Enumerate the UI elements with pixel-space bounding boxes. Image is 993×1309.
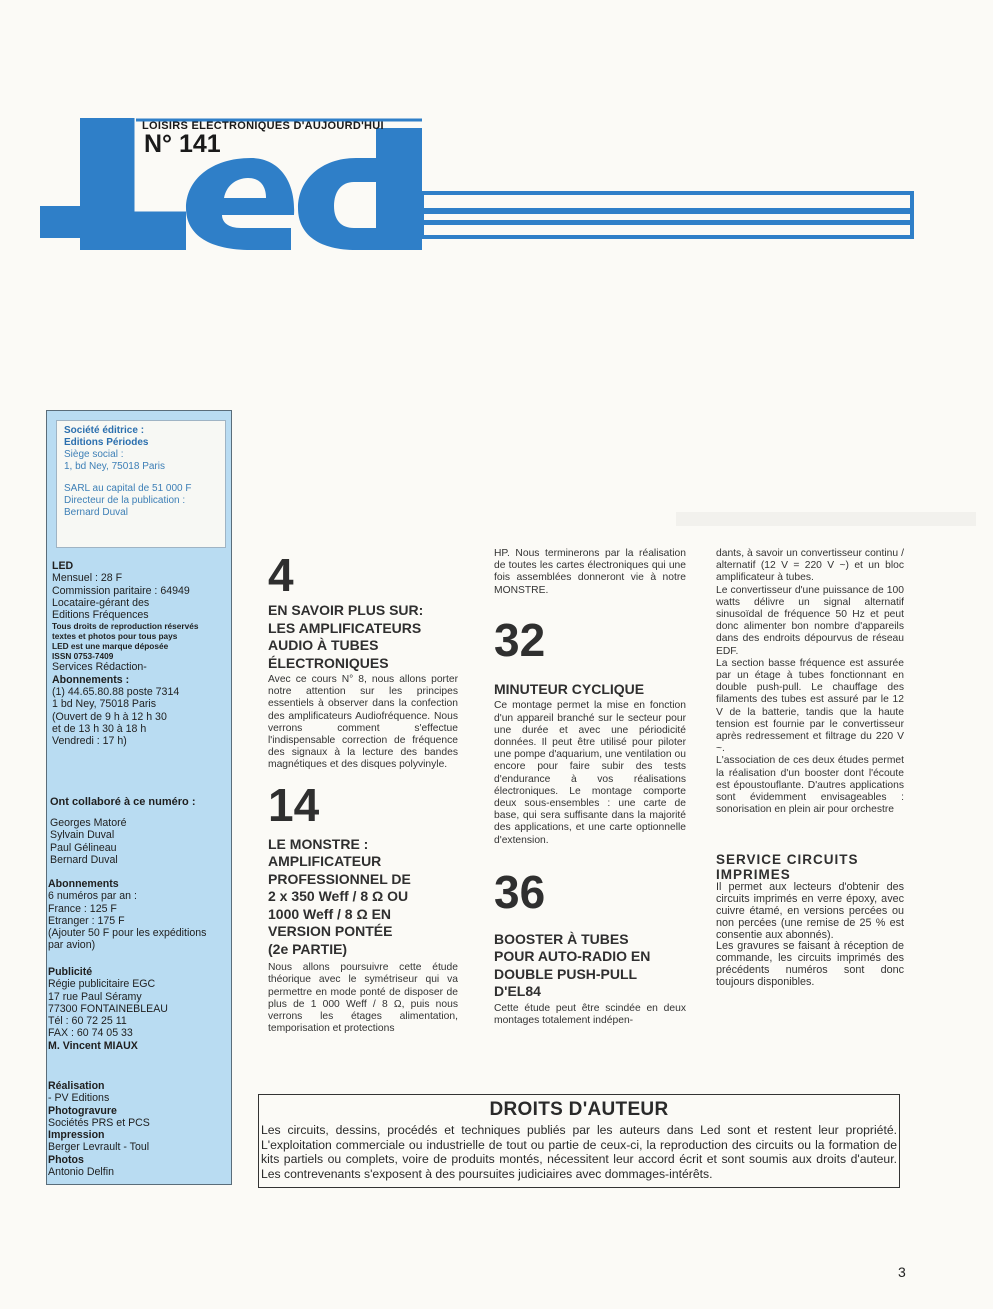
collab-name: Georges Matoré [50,817,127,829]
article-page-number: 14 [268,778,320,831]
publisher-line: SARL au capital de 51 000 F [64,483,192,494]
article-title [268,602,458,672]
title-line: VERSION PONTÉE [268,923,393,940]
title-line: D'EL84 [494,983,541,1000]
title-line: PROFESSIONNEL DE [268,870,411,887]
led-line: Mensuel : 28 F [52,572,123,585]
publisher-line: Siège social : [64,449,124,460]
publicite-title: Publicité [48,966,93,978]
abonnements-line: par avion) [48,939,96,952]
led-line: Editions Fréquences [52,609,149,622]
led-line: Abonnements : [52,673,130,686]
article-page-number: 4 [268,549,294,601]
title-line: ÉLECTRONIQUES [268,654,389,671]
led-title: LED [52,560,74,572]
publisher-label: Société éditrice : [64,425,145,436]
collab-name: Sylvain Duval [50,829,115,842]
publicite-block [48,966,168,1052]
article-body-continued: L'association de ces deux études permet la réalisation d'un booster dont l'écoute est époustouflante. D'autres applications sont évidemment envisageables : sonorisation en plein air pour orchestre [716,755,904,816]
title-line: LES AMPLIFICATEURS [268,619,422,636]
publicite-contact: M. Vincent MIAUX [48,1039,138,1052]
collab-block [50,796,195,808]
title-line: (2e PARTIE) [268,940,348,957]
led-small: LED est une marque déposée [52,641,169,652]
led-line: Commission paritaire : 64949 [52,584,190,597]
collab-title: Ont collaboré à ce numéro : [50,796,196,808]
article-page-number: 32 [494,613,546,666]
service-title [716,852,904,882]
publicite-line: 17 rue Paul Séramy [48,990,142,1003]
column-3 [716,548,904,989]
title-line: 2 x 350 Weff / 8 Ω OU [268,888,409,905]
article-title [494,931,686,1001]
realisation-line: Berger Levrault - Toul [48,1141,150,1154]
column-1 [268,549,458,1035]
led-line: Locataire-gérant des [52,596,150,609]
publisher-name: Editions Périodes [64,437,149,448]
article-title [494,681,686,699]
article-body-continued: Le convertisseur d'une puissance de 100 watts délivre un signal alternatif sinusoïdal de fréquence 50 Hz et peut donc alimenter bon nombre d'appareils dans des endroits dépourvus de réseau EDF. [716,584,904,657]
faint-bleed-through [676,512,976,526]
abonnements-title: Abonnements [48,878,119,890]
collab-name: Paul Gélineau [50,841,117,854]
led-line: et de 13 h 30 à 18 h [52,722,147,735]
title-line: POUR AUTO-RADIO EN [494,948,651,965]
abonnements-block [48,878,206,952]
title-line: EN SAVOIR PLUS SUR: [268,602,424,618]
publicite-line: 77300 FONTAINEBLEAU [48,1002,168,1015]
publisher-line: 1, bd Ney, 75018 Paris [64,461,165,472]
realisation-line: Sociétés PRS et PCS [48,1116,150,1129]
article-body: Cette étude peut être scindée en deux montages totalement indépen- [494,1002,686,1026]
impression-title: Impression [48,1129,105,1142]
led-small: ISSN 0753-7409 [52,651,114,662]
tagline: LOISIRS ELECTRONIQUES D'AUJOURD'HUI [142,120,384,132]
title-line: MINUTEUR CYCLIQUE [494,680,645,697]
realisation-line: - PV Editions [48,1092,110,1105]
publisher-line: Directeur de la publication : [64,495,186,506]
title-line: DOUBLE PUSH-PULL [494,965,638,982]
abonnements-line: France : 125 F [48,902,117,915]
copyright-text: Les circuits, dessins, procédés et techniques publiés par les auteurs dans Led sont et restent leur propriété. L'exploitation commerciale ou industrielle de tout ou partie de ceux-ci, la reproduction des circuits ou la formation de kits partiels ou complets, voire de produits montés, nécessitent leur accord écrit et sont soumis aux droits d'auteur. Les contrevenants s'exposent à des poursuites judiciaires avec dommages-intérêts. [261,1123,897,1181]
publicite-line: Régie publicitaire EGC [48,978,156,991]
article-body: Nous allons poursuivre cette étude théorique avec le symétriseur qui va permettre en mode ponté de disposer de plus de 1 000 Weff / 8 Ω, puis nous verrons les étages alimentation, temporisation et protections [268,962,458,1035]
title-line: SERVICE CIRCUITS [716,852,859,868]
title-line: LE MONSTRE : [268,835,369,852]
publicite-line: Tél : 60 72 25 11 [48,1015,127,1028]
publisher-line: Bernard Duval [64,507,128,518]
title-line: BOOSTER À TUBES [494,930,629,947]
realisation-title: Réalisation [48,1080,105,1092]
service-body: Il permet aux lecteurs d'obtenir des circuits imprimés en verre époxy, avec cuivre étamé, en versions percées ou non percées (une remise de 25 % est consentie aux abonnés). [716,881,904,941]
copyright-box [258,1094,900,1188]
article-title [268,836,458,959]
column-2 [494,548,686,1027]
led-small: textes et photos pour tous pays [52,631,178,642]
copyright-title: DROITS D'AUTEUR [489,1099,669,1120]
realisation-block [48,1080,150,1178]
led-block [52,560,198,748]
abonnements-line: 6 numéros par an : [48,890,137,903]
title-line: 1000 Weff / 8 Ω EN [268,905,392,922]
title-line: AUDIO À TUBES [268,637,379,653]
publicite-line: FAX : 60 74 05 33 [48,1027,133,1040]
abonnements-line: Etranger : 175 F [48,914,125,927]
article-body-continued: La section basse fréquence est assurée par un étage à tubes fonctionnant en double push-pull. Le chauffage des filaments des tubes est assuré par le 12 V de la batterie, tandis que la haute tension est fournie par le convertisseur après redressement et filtrage du 220 V ~. [716,657,904,755]
led-line: (Ouvert de 9 h à 12 h 30 [52,710,167,723]
led-line: Vendredi : 17 h) [52,735,127,748]
service-body: Les gravures se faisant à réception de commande, les circuits imprimés des précédents numéros sont donc toujours disponibles. [716,940,904,988]
page-number: 3 [898,1264,906,1280]
article-body: Avec ce cours N° 8, nous allons porter notre attention sur les principes essentiels à observer dans la confection des amplificateurs Audiofréquence. Nous verrons comment s'effectue l'indispensable correction de fréquence des signaux à la lecture des bandes magnétiques et des disques polyvinyle. [268,674,458,771]
abonnements-line: (Ajouter 50 F pour les expéditions [48,927,207,940]
article-body: Ce montage permet la mise en fonction d'un appareil branché sur le secteur pour une durée et avec une périodicité données. Il peut être utilisé pour piloter une pompe d'aquarium, une ventilation ou encore pour faire subir des tests d'endurance à vos réalisations électroniques. Le montage comporte deux sous-ensembles : une carte de base, qui sera suffisante dans la majorité des applications, et une carte optionnelle d'extension. [494,700,686,846]
article-page-number: 36 [494,865,546,918]
led-line: (1) 44.65.80.88 poste 7314 [52,686,180,699]
article-body-continued: HP. Nous terminerons par la réalisation de toutes les cartes électroniques qui une fois assemblées donneront vie à notre MONSTRE. [494,548,686,596]
led-line: 1 bd Ney, 75018 Paris [52,698,157,711]
title-line: AMPLIFICATEUR [268,853,382,870]
collab-name: Bernard Duval [50,853,118,866]
issue-number: N° 141 [144,130,221,158]
publisher-card [56,420,226,548]
led-line: Services Rédaction- [52,661,147,674]
article-body-continued: dants, à savoir un convertisseur continu / alternatif (12 V = 220 V ~) et un bloc amplificateur à tubes. [716,548,904,584]
led-small: Tous droits de reproduction réservés [52,621,199,632]
collab-names [50,817,127,866]
photogravure-title: Photogravure [48,1104,117,1117]
photos-title: Photos [48,1153,84,1166]
realisation-line: Antonio Delfin [48,1166,114,1179]
title-line: IMPRIMES [716,867,791,883]
